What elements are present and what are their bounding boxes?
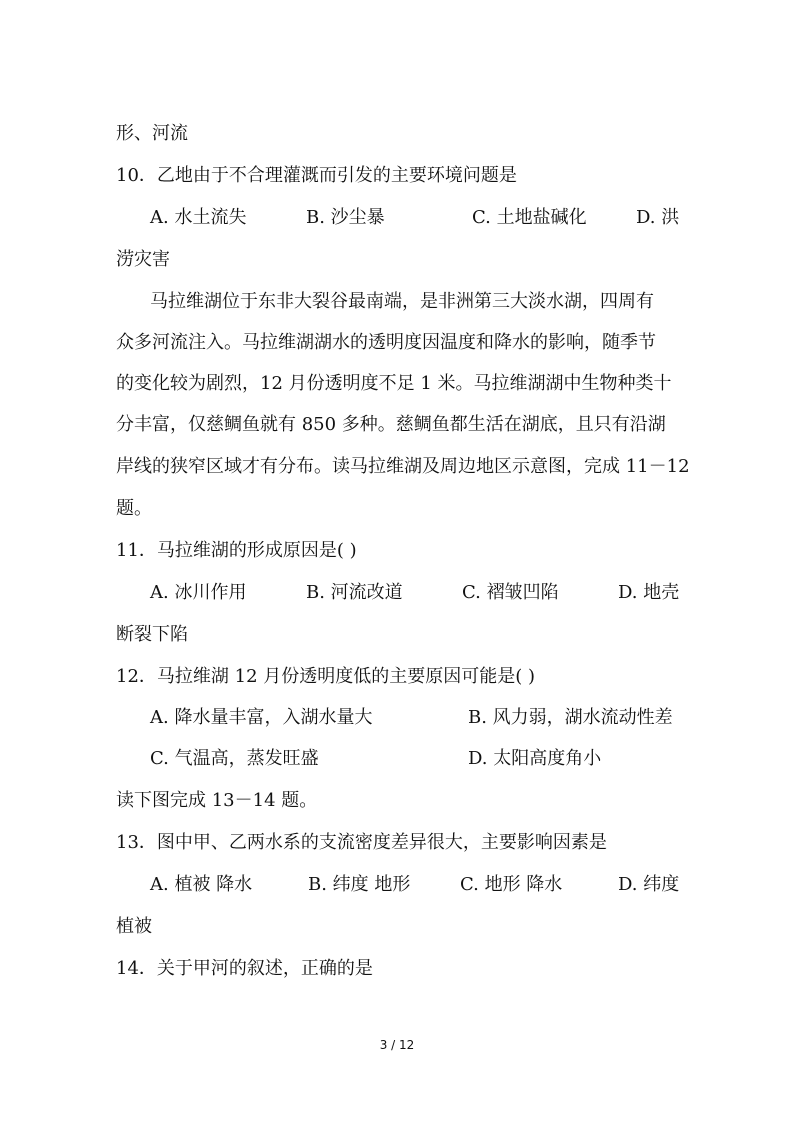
passage-line-5: 岸线的狭窄区域才有分布。读马拉维湖及周边地区示意图，完成 11－12 [116,456,690,477]
passage-line-2: 众多河流注入。马拉维湖湖水的透明度因温度和降水的影响，随季节 [116,332,656,353]
q13-option-c: C. 地形 降水 [460,874,563,895]
q13-option-d: D. 纬度 [618,874,680,895]
q10-option-c: C. 土地盐碱化 [472,207,587,228]
q11-option-d: D. 地壳 [618,582,680,603]
q10-option-a: A. 水土流失 [150,207,247,228]
q13-option-b: B. 纬度 地形 [308,874,411,895]
q11-option-c: C. 褶皱凹陷 [462,582,559,603]
q14-stem: 14．关于甲河的叙述，正确的是 [116,958,373,979]
q11-option-a: A. 冰川作用 [150,582,247,603]
q11-tail: 断裂下陷 [116,624,188,645]
passage-line-6: 题。 [116,498,152,519]
q12-option-a: A. 降水量丰富，入湖水量大 [150,707,373,728]
page-number: 3 / 12 [379,1038,415,1052]
q12-option-c: C. 气温高，蒸发旺盛 [150,748,319,769]
q10-option-b: B. 沙尘暴 [306,207,385,228]
passage-line-1: 马拉维湖位于东非大裂谷最南端，是非洲第三大淡水湖，四周有 [150,291,654,312]
q10-stem: 10．乙地由于不合理灌溉而引发的主要环境问题是 [116,165,517,186]
instruction-13-14: 读下图完成 13－14 题。 [116,790,318,811]
passage-line-3: 的变化较为剧烈，12 月份透明度不足 1 米。马拉维湖湖中生物种类十 [116,373,672,394]
q13-tail: 植被 [116,916,152,937]
q13-option-a: A. 植被 降水 [150,874,253,895]
q11-stem: 11．马拉维湖的形成原因是( ) [116,540,357,561]
q10-option-d: D. 洪 [636,207,680,228]
q13-stem: 13．图中甲、乙两水系的支流密度差异很大，主要影响因素是 [116,832,607,853]
q9-tail: 形、河流 [116,123,188,144]
passage-line-4: 分丰富，仅慈鲷鱼就有 850 多种。慈鲷鱼都生活在湖底，且只有沿湖 [116,414,666,435]
q12-stem: 12．马拉维湖 12 月份透明度低的主要原因可能是( ) [116,666,536,687]
q12-option-b: B. 风力弱，湖水流动性差 [468,707,673,728]
q11-option-b: B. 河流改道 [306,582,403,603]
q10-tail: 涝灾害 [116,249,170,270]
q12-option-d: D. 太阳高度角小 [468,748,602,769]
